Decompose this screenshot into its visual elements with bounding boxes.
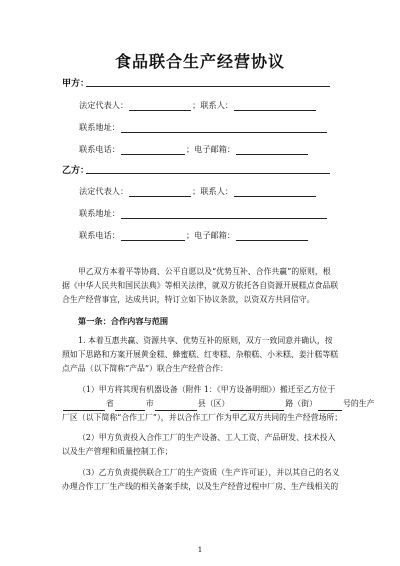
address-blanks-line bbox=[62, 397, 375, 411]
city-label: 市 bbox=[145, 399, 154, 408]
phone-blank bbox=[121, 231, 185, 241]
contact-label: 联系人： bbox=[200, 186, 234, 196]
party-b-name-line bbox=[86, 173, 330, 174]
intro-line: 甲乙双方本着平等协商、公平自愿以及“优势互补、合作共赢”的原则，根 bbox=[78, 267, 331, 276]
phone-label: 联系电话： bbox=[79, 230, 120, 240]
item-line: （2）甲方负责投入合作工厂的生产设备、工人工资、产品研发、技术投入 bbox=[78, 433, 336, 442]
party-b-legal-rep-field: 法定代表人： ； 联系人： bbox=[79, 186, 317, 197]
address-blank bbox=[121, 123, 327, 133]
email-label: 电子邮箱： bbox=[194, 144, 236, 154]
party-a-label: 甲方： bbox=[62, 79, 90, 89]
party-b-label: 乙方： bbox=[62, 166, 90, 176]
party-a-phone-field: 联系电话： ； 电子邮箱： bbox=[79, 144, 309, 155]
item-line: （3）乙方负责提供联合工厂的生产资质（生产许可证），并以其自己的名义 bbox=[78, 468, 340, 477]
contact-blank bbox=[234, 187, 316, 197]
item-line: 办理合作工厂生产线的相关备案手续，以及生产经营过程中厂房、生产线相关的 bbox=[62, 482, 339, 491]
number-label: 号的生产 bbox=[342, 399, 375, 408]
clause-line: 照如下思路和方案开展黄金糕、蜂蜜糕、红枣糕、杂粮糕、小米糕、姜汁糕等糕 bbox=[62, 350, 339, 359]
address-label: 联系地址： bbox=[79, 208, 120, 218]
city-blank bbox=[115, 401, 145, 411]
legal-rep-label: 法定代表人： bbox=[79, 100, 129, 110]
address-label: 联系地址： bbox=[79, 122, 120, 132]
party-b-address-field bbox=[79, 208, 328, 219]
item-line: 以及生产管理和质量控制工作； bbox=[62, 447, 173, 456]
legal-rep-label: 法定代表人： bbox=[79, 186, 129, 196]
address-blank bbox=[121, 209, 327, 219]
contact-label: 联系人： bbox=[200, 100, 234, 110]
party-a-address-field bbox=[79, 122, 328, 133]
legal-rep-blank bbox=[129, 187, 191, 197]
item-line: （1）甲方将其现有机器设备（附件 1：《甲方设备明细》）搬迁至乙方位于 bbox=[78, 385, 336, 394]
email-blank bbox=[236, 145, 308, 155]
party-b-phone-field: 联系电话： ； 电子邮箱： bbox=[79, 230, 309, 241]
road-blank bbox=[230, 401, 284, 411]
email-label: 电子邮箱： bbox=[194, 230, 236, 240]
province-blank bbox=[63, 401, 105, 411]
phone-label: 联系电话： bbox=[79, 144, 120, 154]
document-title: 食品联合生产经营协议 bbox=[114, 52, 285, 71]
county-label: 县（区） bbox=[197, 399, 230, 408]
item-1-paragraph bbox=[62, 383, 375, 425]
intro-paragraph bbox=[62, 265, 338, 307]
contact-blank bbox=[234, 101, 316, 111]
section-heading: 第一条：合作内容与范围 bbox=[78, 316, 169, 326]
item-line: 厂区（以下简称“合作工厂”），并以合作工厂作为甲乙双方共同的生产经营场所； bbox=[62, 413, 343, 422]
item-2-paragraph bbox=[62, 431, 336, 459]
clause-line: 点产品（以下简称“产品”）联合生产经营合作： bbox=[62, 364, 228, 373]
county-blank bbox=[155, 401, 197, 411]
page-number: 1 bbox=[197, 545, 203, 554]
province-label: 省 bbox=[106, 399, 114, 408]
number-blank bbox=[318, 401, 342, 411]
clause-line: 1. 本着互惠共赢、资源共享、优势互补的原则，双方一致同意并确认，按 bbox=[78, 336, 333, 345]
intro-line: 合生产经营事宜，达成共识，特订立如下协议条款，以资双方共同信守。 bbox=[62, 295, 315, 304]
email-blank bbox=[236, 231, 308, 241]
intro-line: 据《中华人民共和国民法典》等相关法律，就双方依托各自资源开展糕点食品联 bbox=[62, 281, 339, 290]
party-a-name-line bbox=[86, 86, 330, 87]
item-3-paragraph bbox=[62, 466, 339, 494]
road-label: 路（街） bbox=[285, 399, 317, 408]
legal-rep-blank bbox=[129, 101, 191, 111]
party-a-legal-rep-field: 法定代表人： ； 联系人： bbox=[79, 100, 317, 111]
phone-blank bbox=[121, 145, 185, 155]
clause-1-paragraph bbox=[62, 334, 338, 376]
